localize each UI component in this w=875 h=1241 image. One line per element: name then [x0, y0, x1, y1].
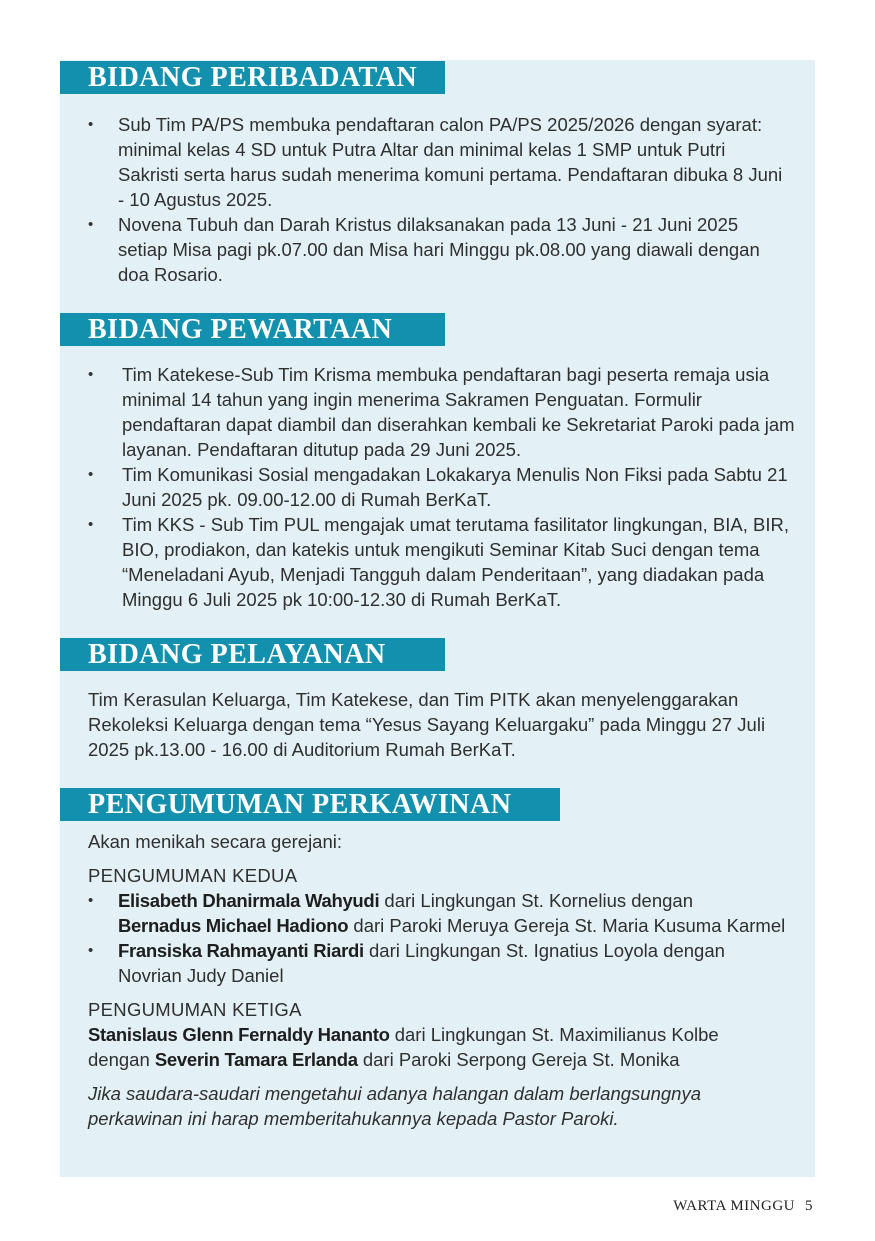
list-item: • Tim Komunikasi Sosial mengadakan Lokakarya Menulis Non Fiksi pada Sabtu 21 Juni 2025 pk. 09.00-12.00 di Rumah BerKaT. [88, 462, 800, 512]
section-body-pewartaan [88, 362, 800, 612]
section-header-peribadatan: BIDANG PERIBADATAN [60, 61, 445, 94]
pelayanan-text: Tim Kerasulan Keluarga, Tim Katekese, dan Tim PITK akan menyelenggarakan Rekoleksi Keluarga dengan tema “Yesus Sayang Keluargaku” pada Minggu 27 Juli 2025 pk.13.00 - 16.00 di Auditorium Rumah BerKaT. [88, 689, 766, 760]
page-number: 5 [805, 1198, 813, 1214]
section-body-perkawinan [88, 829, 800, 1131]
section-header-pewartaan: BIDANG PEWARTAAN [60, 313, 445, 346]
list-item: • Novena Tubuh dan Darah Kristus dilaksanakan pada 13 Juni - 21 Juni 2025 setiap Misa pagi pk.07.00 dan Misa hari Minggu pk.08.00 yang diawali dengan doa Rosario. [88, 212, 788, 287]
groom-name: Stanislaus Glenn Fernaldy Hananto [88, 1024, 390, 1045]
label-pengumuman-ketiga: PENGUMUMAN KETIGA [88, 999, 302, 1020]
label-pengumuman-kedua: PENGUMUMAN KEDUA [88, 865, 298, 886]
couple-item [88, 888, 800, 938]
list-item: • Tim Katekese-Sub Tim Krisma membuka pendaftaran bagi peserta remaja usia minimal 14 tahun yang ingin menerima Sakramen Penguatan. Formulir pendaftaran dapat diambil dan diserahkan kembali ke Sekretariat Paroki pada jam layanan. Pendaftaran ditutup pada 29 Juni 2025. [88, 362, 800, 462]
partner-name: Novrian Judy Daniel [118, 965, 284, 986]
list-item: • Sub Tim PA/PS membuka pendaftaran calon PA/PS 2025/2026 dengan syarat: minimal kelas 4 SD untuk Putra Altar dan minimal kelas 1 SMP untuk Putri Sakristi serta harus sudah menerima komuni pertama. Pendaftaran dibuka 8 Juni - 10 Agustus 2025. [88, 112, 788, 212]
page-footer [673, 1198, 813, 1215]
list-item: • Tim KKS - Sub Tim PUL mengajak umat terutama fasilitator lingkungan, BIA, BIR, BIO, prodiakon, dan katekis untuk mengikuti Seminar Kitab Suci dengan tema “Meneladani Ayub, Menjadi Tangguh dalam Penderitaan”, yang diadakan pada Minggu 6 Juli 2025 pk 10:00-12.30 di Rumah BerKaT. [88, 512, 800, 612]
section-body-pelayanan [88, 687, 778, 762]
perkawinan-note: Jika saudara-saudari mengetahui adanya halangan dalam berlangsungnya perkawinan ini harap memberitahukannya kepada Pastor Paroki. [88, 1083, 701, 1129]
groom-name: Fransiska Rahmayanti Riardi [118, 940, 364, 961]
groom-name: Elisabeth Dhanirmala Wahyudi [118, 890, 380, 911]
origin-text: dari Lingkungan St. Kornelius dengan [379, 890, 693, 911]
section-body-peribadatan [88, 112, 788, 287]
partner-name: Severin Tamara Erlanda [154, 1049, 358, 1070]
publication-name: WARTA MINGGU [673, 1198, 795, 1214]
origin-text: dari Lingkungan St. Maximilianus Kolbe [389, 1024, 719, 1045]
origin-text: dari Paroki Meruya Gereja St. Maria Kusuma Karmel [348, 915, 786, 936]
ketiga-couple [88, 1022, 800, 1072]
origin-text: dari Lingkungan St. Ignatius Loyola dengan [363, 940, 725, 961]
connector-text: dengan [88, 1049, 155, 1070]
origin-text: dari Paroki Serpong Gereja St. Monika [357, 1049, 680, 1070]
couple-item [88, 938, 800, 988]
partner-name: Bernadus Michael Hadiono [118, 915, 349, 936]
perkawinan-intro: Akan menikah secara gerejani: [88, 831, 343, 852]
section-header-pelayanan: BIDANG PELAYANAN [60, 638, 445, 671]
section-header-perkawinan: PENGUMUMAN PERKAWINAN [60, 788, 560, 821]
